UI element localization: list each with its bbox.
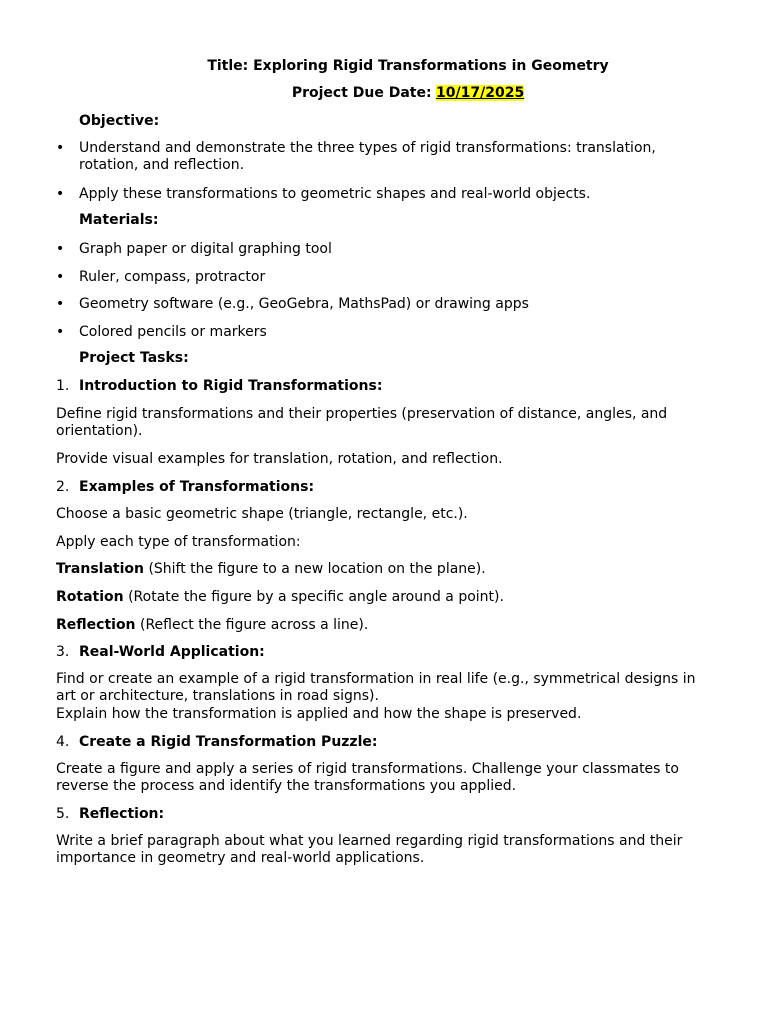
transformation-reflection <box>56 617 716 634</box>
due-date-label: Project Due Date: <box>291 85 432 101</box>
transformation-rotation <box>56 589 716 606</box>
document-title: Title: Exploring Rigid Transformations in Geometry <box>207 58 609 74</box>
task-paragraph: Choose a basic geometric shape (triangle, rectangle, etc.). <box>56 506 468 522</box>
task-title: Reflection: <box>79 806 165 822</box>
due-date-value: 10/17/2025 <box>436 85 525 101</box>
bullet-icon: • <box>56 241 65 257</box>
bullet-icon: • <box>56 140 65 156</box>
task-number: 3. <box>56 644 70 660</box>
task-title: Real-World Application: <box>79 644 265 660</box>
task-paragraph: Write a brief paragraph about what you learned regarding rigid transformations and their importance in geometry and real-world applications. <box>56 833 683 866</box>
task-number: 4. <box>56 734 70 750</box>
list-item: Geometry software (e.g., GeoGebra, MathsPad) or drawing apps <box>79 296 529 312</box>
term: Reflection <box>56 617 136 633</box>
bullet-icon: • <box>56 186 65 202</box>
task-paragraph: Find or create an example of a rigid transformation in real life (e.g., symmetrical designs in art or architecture, translations in road signs). <box>56 671 696 704</box>
transformation-translation <box>56 561 716 578</box>
task-paragraph: Provide visual examples for translation, rotation, and reflection. <box>56 451 503 467</box>
task-paragraph: Define rigid transformations and their properties (preservation of distance, angles, and orientation). <box>56 406 668 439</box>
bullet-icon: • <box>56 324 65 340</box>
tasks-heading: Project Tasks: <box>79 350 189 366</box>
list-item: Colored pencils or markers <box>79 324 267 340</box>
task-number: 1. <box>56 378 70 394</box>
list-item: Ruler, compass, protractor <box>79 269 266 285</box>
task-number: 5. <box>56 806 70 822</box>
list-item: Apply these transformations to geometric shapes and real-world objects. <box>79 186 591 202</box>
term-description: (Reflect the figure across a line). <box>135 617 369 633</box>
list-item: Graph paper or digital graphing tool <box>79 241 332 257</box>
objective-heading: Objective: <box>79 113 160 129</box>
bullet-icon: • <box>56 296 65 312</box>
term-description: (Shift the figure to a new location on the plane). <box>144 561 486 577</box>
task-title: Examples of Transformations: <box>79 479 315 495</box>
bullet-icon: • <box>56 269 65 285</box>
task-number: 2. <box>56 479 70 495</box>
task-title: Create a Rigid Transformation Puzzle: <box>79 734 378 750</box>
task-title: Introduction to Rigid Transformations: <box>79 378 383 394</box>
materials-heading: Materials: <box>79 212 159 228</box>
task-paragraph: Explain how the transformation is applied and how the shape is preserved. <box>56 706 582 722</box>
term: Translation <box>56 561 144 577</box>
due-date-line <box>24 85 768 102</box>
term-description: (Rotate the figure by a specific angle around a point). <box>123 589 504 605</box>
task-paragraph: Apply each type of transformation: <box>56 534 301 550</box>
term: Rotation <box>56 589 124 605</box>
task-paragraph: Create a figure and apply a series of rigid transformations. Challenge your classmates to reverse the process and identify the transformations you applied. <box>56 761 679 794</box>
list-item: Understand and demonstrate the three types of rigid transformations: translation, rotation, and reflection. <box>79 140 656 173</box>
